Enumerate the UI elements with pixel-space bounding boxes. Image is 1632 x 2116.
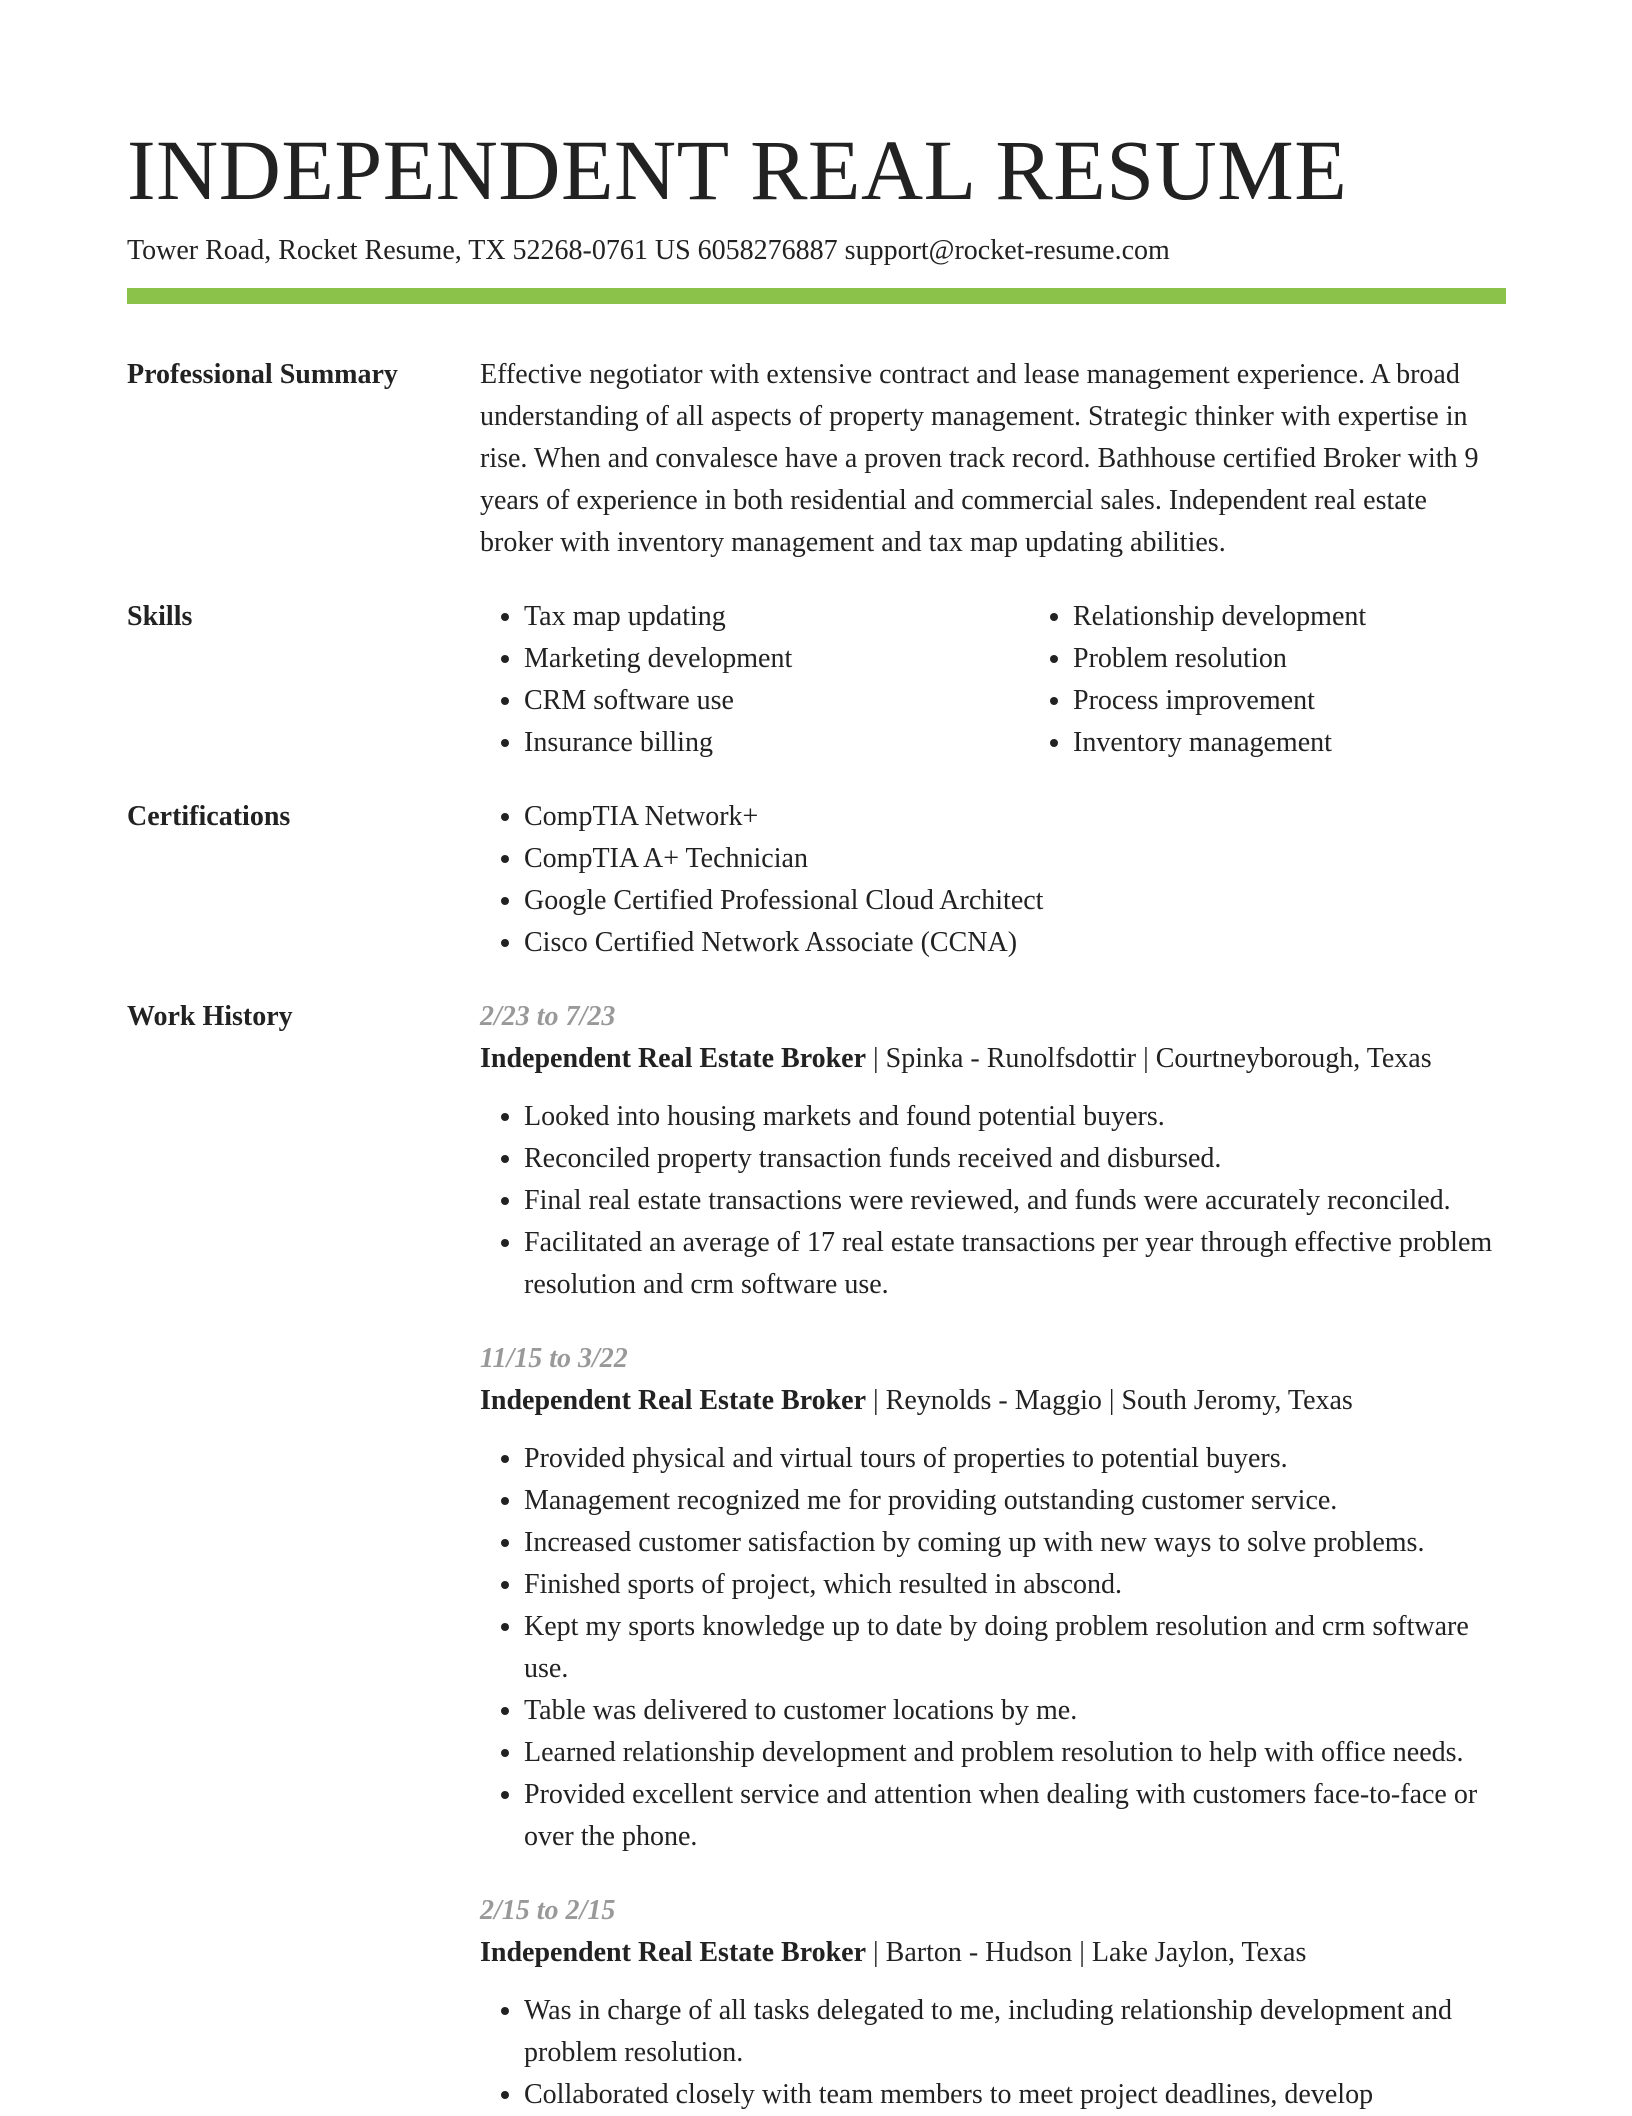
- job-details: | Spinka - Runolfsdottir | Courtneyborough, Texas: [866, 1043, 1432, 1074]
- job-details: | Barton - Hudson | Lake Jaylon, Texas: [866, 1937, 1307, 1968]
- certification-item: • Cisco Certified Network Associate (CCNA): [524, 922, 1506, 964]
- summary-section: [127, 354, 1506, 564]
- skill-item: • Insurance billing: [524, 722, 1029, 764]
- job-heading: [480, 1932, 1506, 1974]
- header-divider: [127, 288, 1506, 304]
- job-bullet: • Table was delivered to customer locations by me.: [524, 1690, 1506, 1732]
- work-history-label: Work History: [127, 1001, 293, 1032]
- skill-item: • Inventory management: [1073, 722, 1578, 764]
- job-bullet: • Provided excellent service and attention when dealing with customers face-to-face or over the phone.: [524, 1774, 1506, 1858]
- skill-item: • Marketing development: [524, 638, 1029, 680]
- job-heading: [480, 1380, 1506, 1422]
- job-dates: 2/23 to 7/23: [480, 1001, 616, 1032]
- job-bullet: • Kept my sports knowledge up to date by doing problem resolution and crm software use.: [524, 1606, 1506, 1690]
- job-details: | Reynolds - Maggio | South Jeromy, Texas: [866, 1385, 1353, 1416]
- skills-list-left: [480, 596, 1029, 764]
- skills-list-right: [1029, 596, 1578, 764]
- resume-name: INDEPENDENT REAL RESUME: [127, 122, 1348, 218]
- work-history-content: [480, 996, 1506, 2116]
- job-title: Independent Real Estate Broker: [480, 1043, 867, 1074]
- job-dates: 2/15 to 2/15: [480, 1895, 616, 1926]
- job-dates: 11/15 to 3/22: [480, 1343, 628, 1374]
- job-bullet: • Finished sports of project, which resulted in abscond.: [524, 1564, 1506, 1606]
- certifications-content: [480, 796, 1506, 964]
- job-entry: [480, 996, 1506, 1306]
- resume-page: [127, 0, 1506, 2116]
- skill-item: • Process improvement: [1073, 680, 1578, 722]
- summary-text: Effective negotiator with extensive contract and lease management experience. A broad understanding of all aspects of property management. Strategic thinker with expertise in rise. When and convalesce have a proven track record. Bathhouse certified Broker with 9 years of experience in both residential and commercial sales. Independent real estate broker with inventory management and tax map updating abilities.: [480, 359, 1479, 558]
- skill-item: • Tax map updating: [524, 596, 1029, 638]
- skills-section: [127, 596, 1506, 764]
- job-bullets: [480, 1438, 1506, 1858]
- job-title: Independent Real Estate Broker: [480, 1385, 867, 1416]
- job-title: Independent Real Estate Broker: [480, 1937, 867, 1968]
- skill-item: • Relationship development: [1073, 596, 1578, 638]
- job-bullet: • Learned relationship development and problem resolution to help with office needs.: [524, 1732, 1506, 1774]
- certification-item: • CompTIA A+ Technician: [524, 838, 1506, 880]
- skill-item: • CRM software use: [524, 680, 1029, 722]
- job-bullet: • Looked into housing markets and found potential buyers.: [524, 1096, 1506, 1138]
- summary-label: Professional Summary: [127, 359, 398, 390]
- job-entry: [480, 1338, 1506, 1858]
- certification-item: • Google Certified Professional Cloud Architect: [524, 880, 1506, 922]
- job-bullet: • Increased customer satisfaction by coming up with new ways to solve problems.: [524, 1522, 1506, 1564]
- skills-content: [480, 596, 1578, 764]
- job-bullet: • Management recognized me for providing outstanding customer service.: [524, 1480, 1506, 1522]
- skill-item: • Problem resolution: [1073, 638, 1578, 680]
- job-bullet: • Collaborated closely with team members to meet project deadlines, develop: [524, 2074, 1506, 2116]
- certification-item: • CompTIA Network+: [524, 796, 1506, 838]
- certifications-label: Certifications: [127, 801, 291, 832]
- job-bullets: [480, 1096, 1506, 1306]
- summary-content: [480, 354, 1506, 564]
- job-bullets: [480, 1990, 1506, 2116]
- job-entry: [480, 1890, 1506, 2116]
- work-history-section: [127, 996, 1506, 2116]
- job-bullet: • Reconciled property transaction funds received and disbursed.: [524, 1138, 1506, 1180]
- job-bullet: • Provided physical and virtual tours of properties to potential buyers.: [524, 1438, 1506, 1480]
- job-bullet: • Was in charge of all tasks delegated to me, including relationship development and problem resolution.: [524, 1990, 1506, 2074]
- job-bullet: • Final real estate transactions were reviewed, and funds were accurately reconciled.: [524, 1180, 1506, 1222]
- certifications-list: [480, 796, 1506, 964]
- job-bullet: • Facilitated an average of 17 real estate transactions per year through effective problem resolution and crm software use.: [524, 1222, 1506, 1306]
- job-heading: [480, 1038, 1506, 1080]
- skills-label: Skills: [127, 601, 193, 632]
- certifications-section: [127, 796, 1506, 964]
- contact-line: Tower Road, Rocket Resume, TX 52268-0761 US 6058276887 support@rocket-resume.com: [127, 235, 1170, 266]
